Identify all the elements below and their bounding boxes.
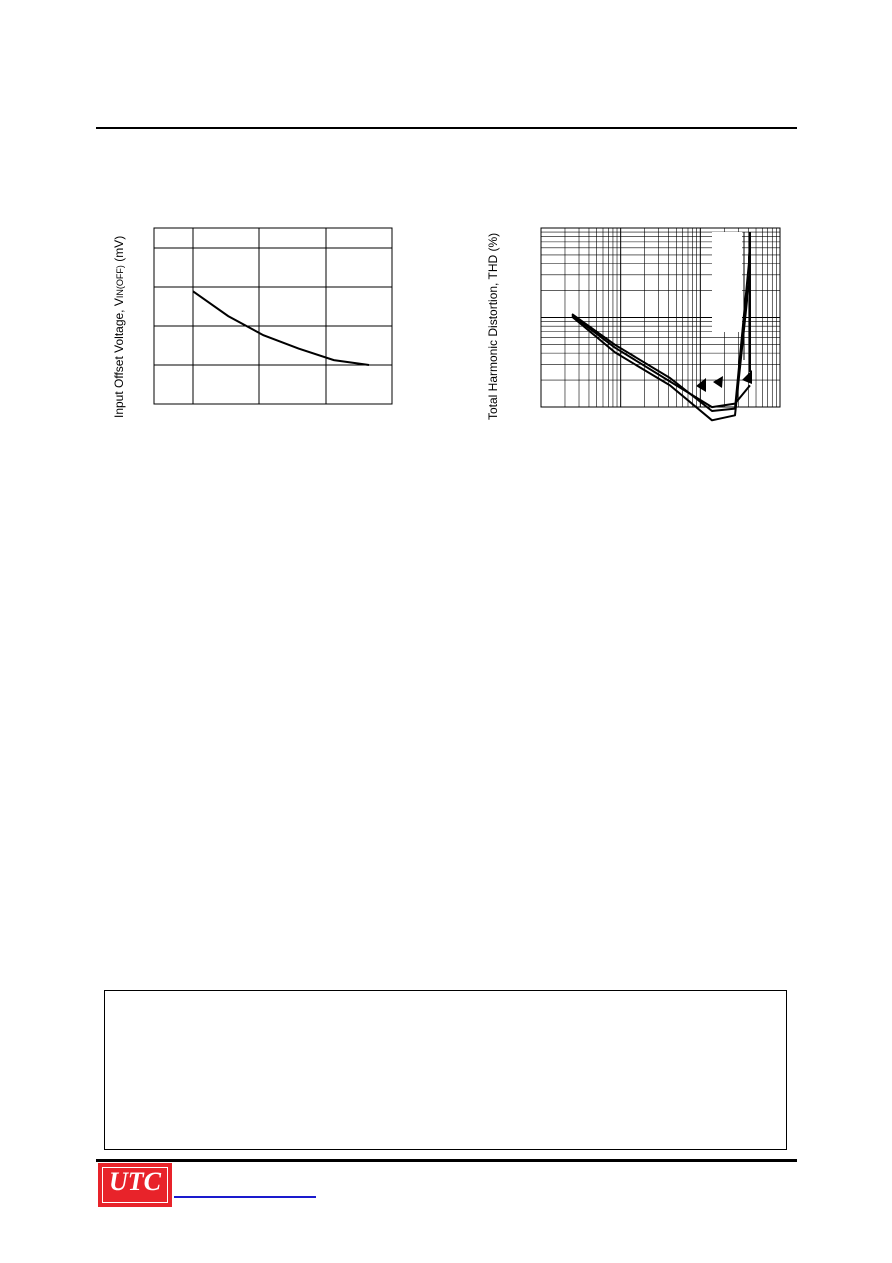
utc-logo: UTC bbox=[98, 1163, 172, 1207]
notice-box bbox=[104, 990, 787, 1150]
footer-rule bbox=[96, 1159, 797, 1162]
legend-area bbox=[712, 232, 742, 332]
arrow-marker bbox=[742, 370, 752, 384]
chart1-y-axis-label: Input Offset Voltage, VIN(OFF) (mV) bbox=[112, 235, 126, 418]
arrow-marker bbox=[713, 376, 723, 388]
chart-thd bbox=[0, 0, 892, 600]
chart2-y-axis-label: Total Harmonic Distortion, THD (%) bbox=[486, 232, 500, 420]
website-link-underline[interactable] bbox=[174, 1196, 316, 1198]
